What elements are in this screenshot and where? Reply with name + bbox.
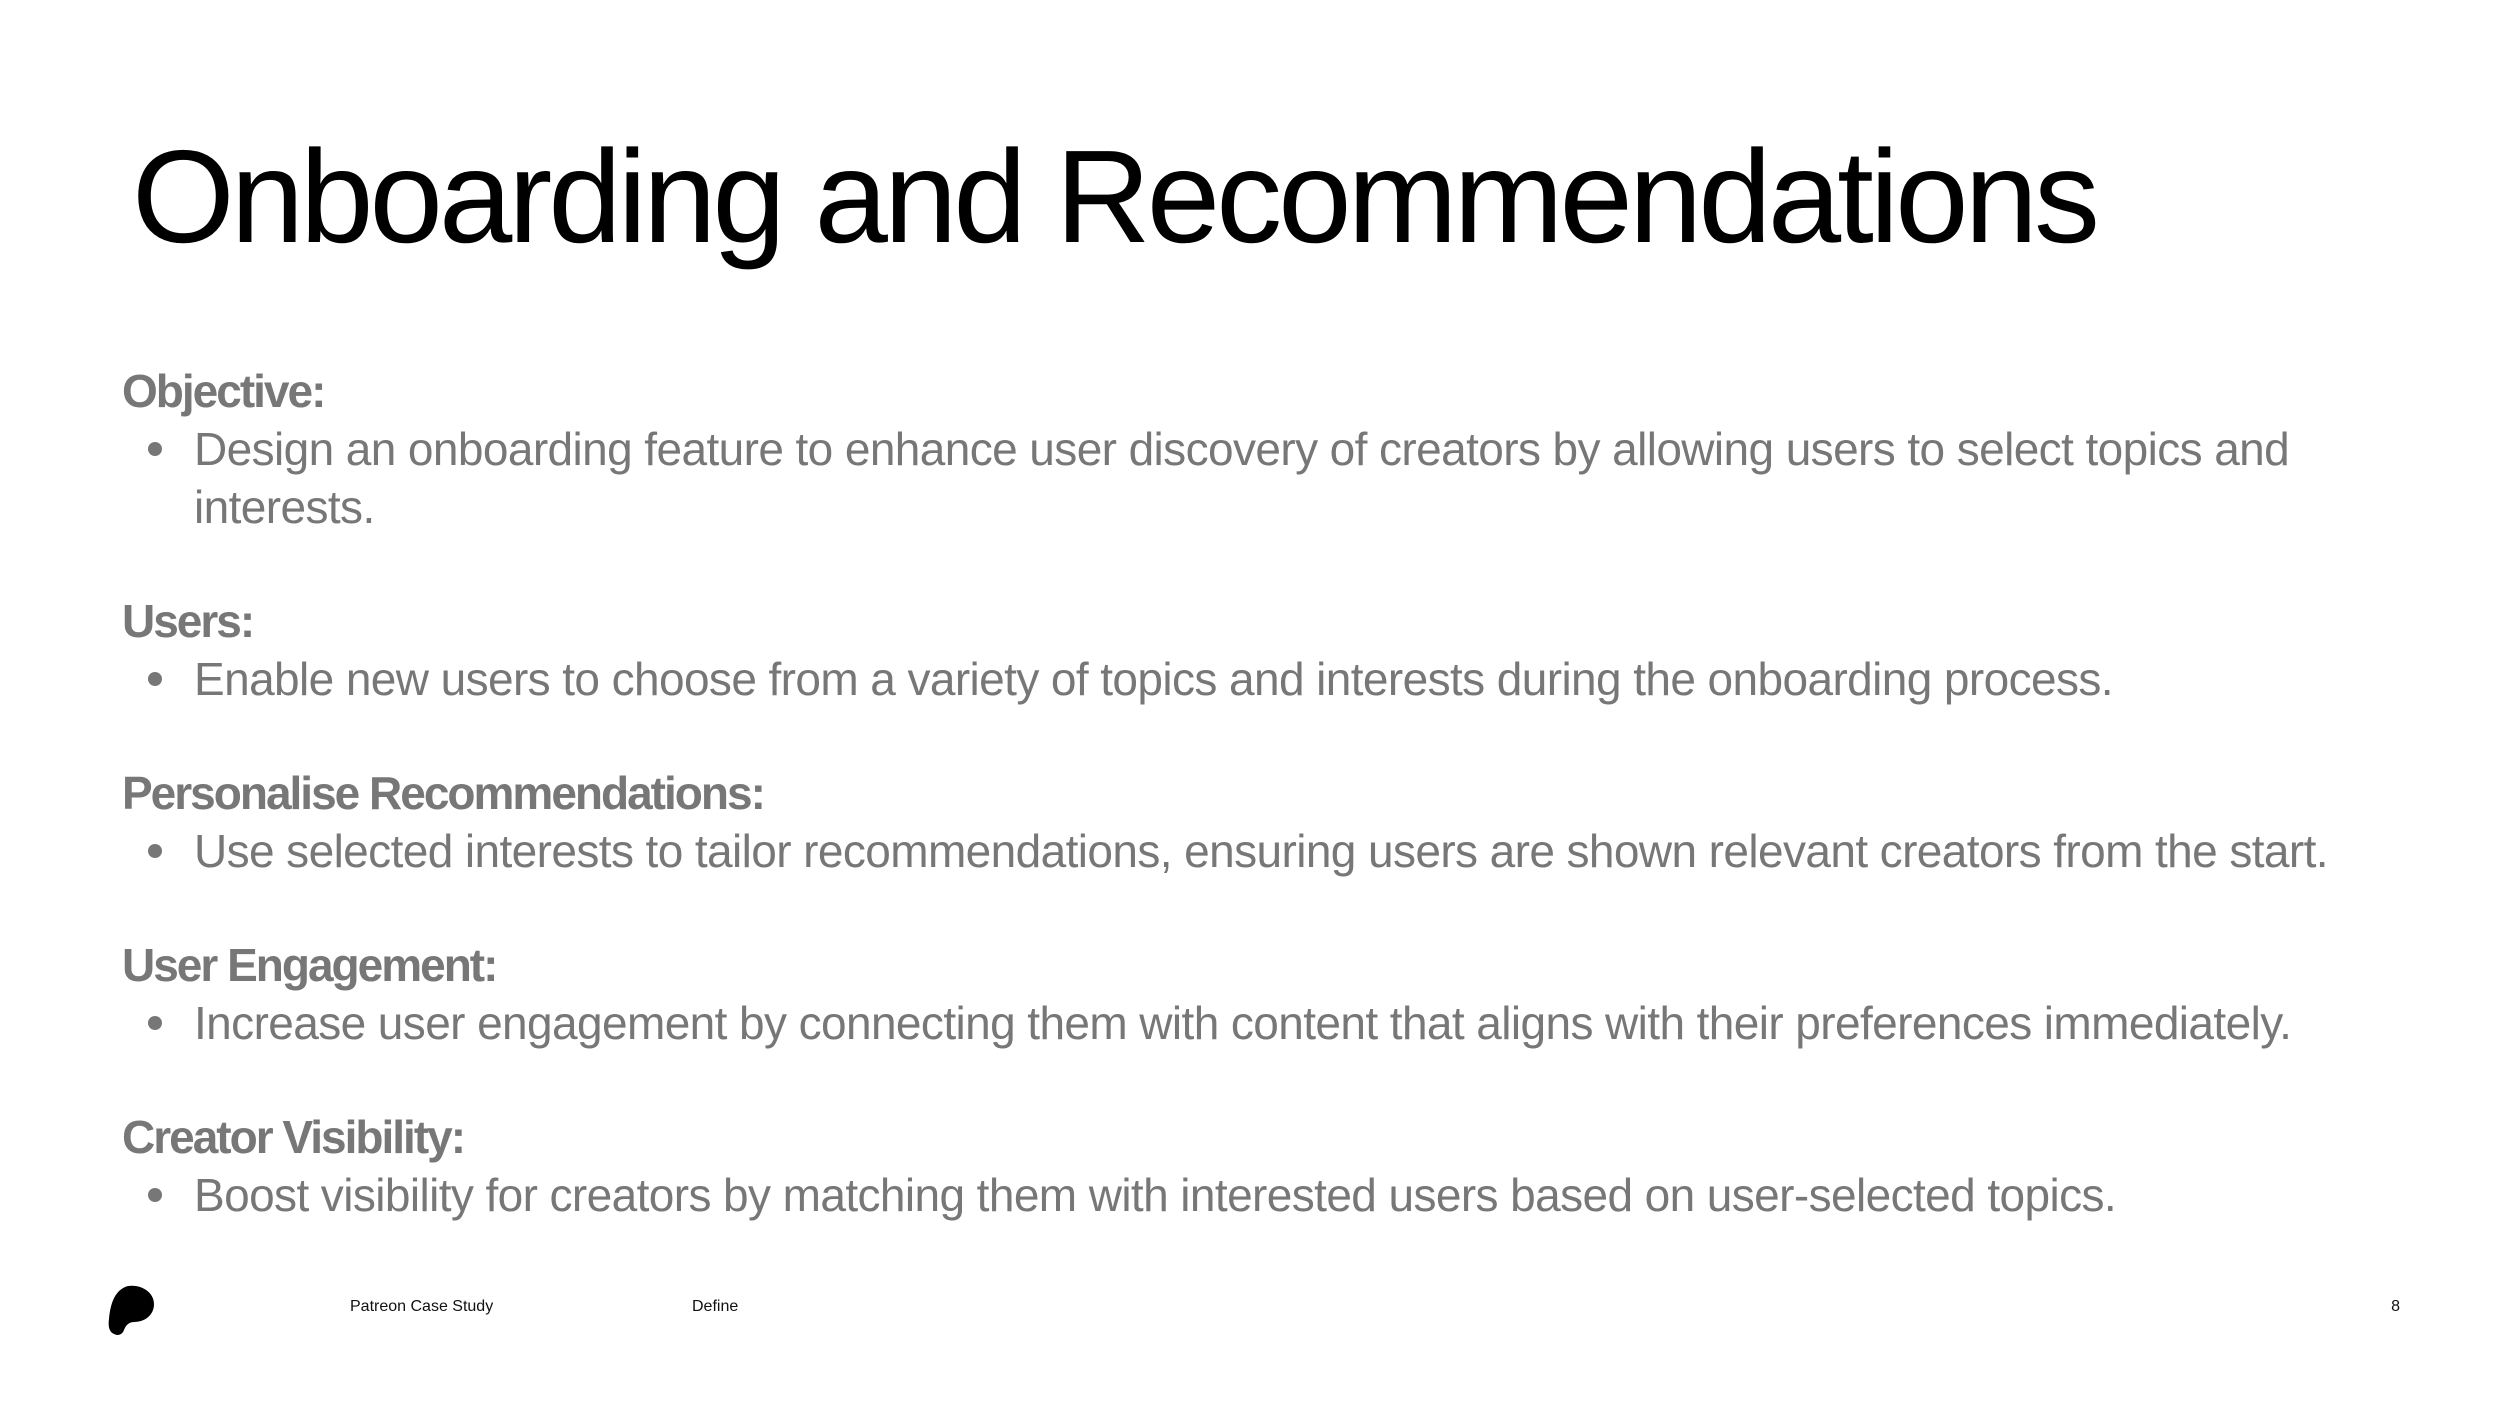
- bullet-dot-icon: [148, 672, 162, 686]
- slide-content: [122, 362, 2422, 1280]
- bullet-dot-icon: [148, 844, 162, 858]
- section-heading: Users:: [122, 595, 254, 647]
- footer-study-title: Patreon Case Study: [350, 1298, 494, 1315]
- section-heading: Objective:: [122, 365, 325, 417]
- bullet-item: [122, 1166, 2422, 1224]
- bullet-list: [122, 420, 2422, 536]
- section-heading: Personalise Recommendations:: [122, 767, 764, 819]
- section-personalise-recommendations: [122, 764, 2422, 880]
- section-heading: Creator Visibility:: [122, 1111, 465, 1163]
- patreon-logo-icon: [108, 1284, 156, 1336]
- section-users: [122, 592, 2422, 708]
- bullet-item: [122, 994, 2422, 1052]
- slide-title: Onboarding and Recommendations: [132, 123, 2096, 270]
- bullet-dot-icon: [148, 1016, 162, 1030]
- bullet-item: [122, 420, 2422, 536]
- bullet-dot-icon: [148, 1188, 162, 1202]
- footer-section-name: Define: [692, 1298, 739, 1315]
- bullet-item: [122, 822, 2422, 880]
- bullet-item: [122, 650, 2422, 708]
- bullet-text: Increase user engagement by connecting them with content that aligns with their preferences immediately.: [194, 997, 2292, 1049]
- bullet-text: Enable new users to choose from a variety of topics and interests during the onboarding process.: [194, 653, 2113, 705]
- bullet-text: Boost visibility for creators by matching them with interested users based on user-selected topics.: [194, 1169, 2117, 1221]
- bullet-list: [122, 1166, 2422, 1224]
- page-number: 8: [2391, 1298, 2400, 1315]
- section-objective: [122, 362, 2422, 536]
- bullet-text: Use selected interests to tailor recommendations, ensuring users are shown relevant creators from the start.: [194, 825, 2328, 877]
- section-heading: User Engagement:: [122, 939, 497, 991]
- section-user-engagement: [122, 936, 2422, 1052]
- bullet-list: [122, 822, 2422, 880]
- bullet-dot-icon: [148, 442, 162, 456]
- bullet-list: [122, 994, 2422, 1052]
- bullet-list: [122, 650, 2422, 708]
- slide-footer: [0, 1290, 2500, 1340]
- section-creator-visibility: [122, 1108, 2422, 1224]
- bullet-text: Design an onboarding feature to enhance user discovery of creators by allowing users to select topics and interests.: [194, 423, 2290, 533]
